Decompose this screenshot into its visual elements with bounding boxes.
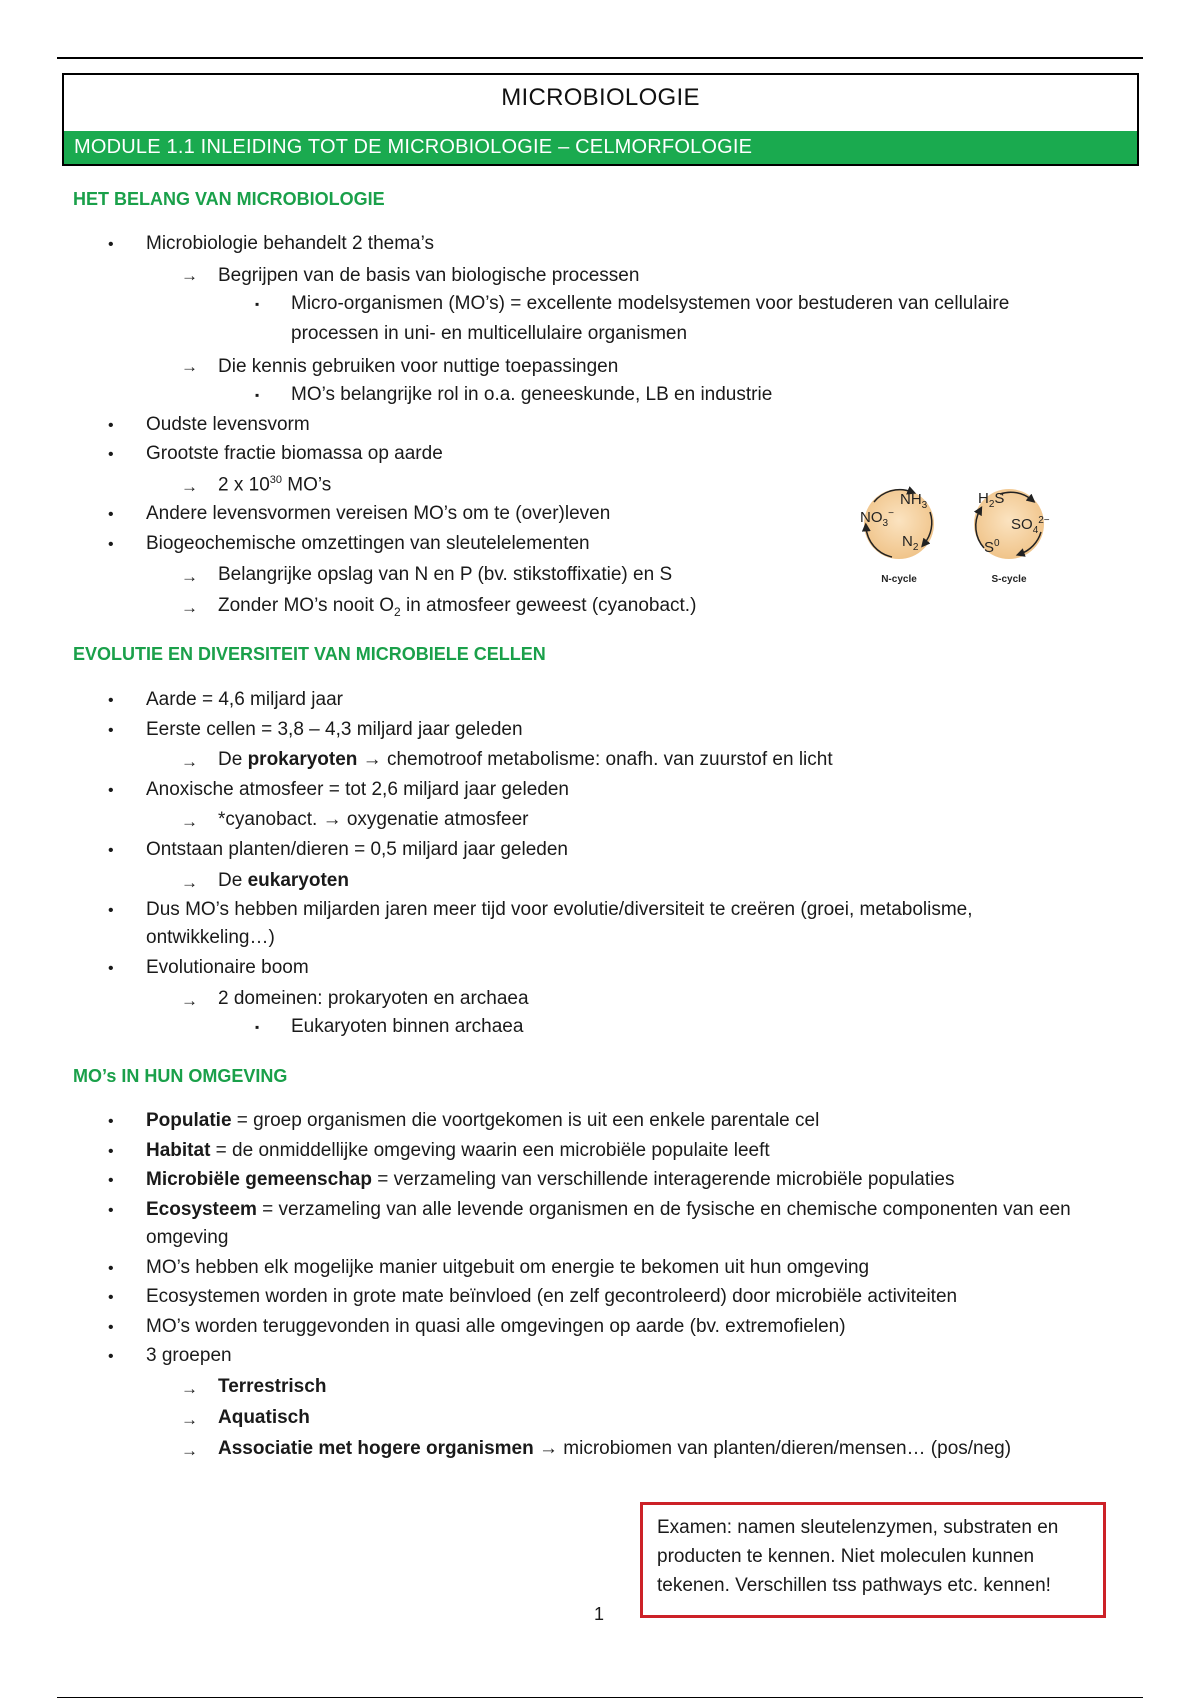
svg-text:NH3: $NH_3$	[900, 491, 928, 511]
list-item: Ecosysteem = verzameling van alle levende organismen en de fysische en chemische componenten van een	[146, 1199, 1071, 1220]
bullet: •	[108, 446, 114, 463]
arrow-icon: →	[181, 1441, 198, 1460]
svg-text:NO3−: $NO_3^-$	[860, 508, 894, 529]
bullet: •	[108, 692, 114, 709]
exam-note-line: tekenen. Verschillen tss pathways etc. kennen!	[657, 1575, 1051, 1596]
bullet: •	[108, 236, 114, 253]
svg-text:N2: $N_2$	[902, 533, 919, 553]
arrow-icon: →	[181, 567, 198, 586]
arrow-icon: →	[181, 598, 198, 617]
list-item: Habitat = de onmiddellijke omgeving waarin een microbiële populaite leeft	[146, 1140, 770, 1161]
list-item: Populatie = groep organismen die voortgekomen is uit een enkele parentale cel	[146, 1110, 820, 1131]
list-item: Belangrijke opslag van N en P (bv. stikstoffixatie) en S	[218, 564, 673, 585]
list-item: Oudste levensvorm	[146, 414, 310, 435]
bullet: •	[108, 506, 114, 523]
list-item: Andere levensvormen vereisen MO’s om te (over)leven	[146, 503, 611, 524]
bullet: •	[108, 536, 114, 553]
list-item: Anoxische atmosfeer = tot 2,6 miljard jaar geleden	[146, 779, 569, 800]
list-item: *cyanobact. → oxygenatie atmosfeer	[218, 809, 529, 830]
list-item: Evolutionaire boom	[146, 957, 309, 978]
list-item: Aquatisch	[218, 1407, 310, 1428]
list-item: Micro-organismen (MO’s) = excellente modelsystemen voor bestuderen van cellulaire	[291, 293, 1010, 314]
arrow-icon: →	[181, 812, 198, 831]
section-heading-evolutie: EVOLUTIE EN DIVERSITEIT VAN MICROBIELE CELLEN	[73, 644, 546, 664]
bullet: •	[108, 782, 114, 799]
list-item-continuation: ontwikkeling…)	[146, 927, 275, 948]
list-item: Die kennis gebruiken voor nuttige toepassingen	[218, 356, 619, 377]
list-item: 2 x $10^{30}$ MO’s	[218, 474, 332, 496]
n-cycle-icon	[860, 489, 934, 585]
list-item: Ontstaan planten/dieren = 0,5 miljard jaar geleden	[146, 839, 568, 860]
list-item: 3 groepen	[146, 1345, 232, 1366]
square-bullet: ▪	[255, 1020, 260, 1034]
bullet: •	[108, 1172, 114, 1189]
svg-text:H2S: $H_2S$	[978, 490, 1005, 510]
svg-text:SO42−: $SO_4^{2-}$	[1011, 515, 1050, 536]
bullet: •	[108, 1202, 114, 1219]
list-item: Aarde = 4,6 miljard jaar	[146, 689, 343, 710]
list-item: Dus MO’s hebben miljarden jaren meer tijd voor evolutie/diversiteit te creëren (groei, metabolisme,	[146, 899, 973, 920]
list-item: MO’s worden teruggevonden in quasi alle omgevingen op aarde (bv. extremofielen)	[146, 1316, 846, 1337]
svg-text:S0: $S^0$	[984, 538, 1000, 556]
square-bullet: ▪	[255, 388, 260, 402]
list-item: Ecosystemen worden in grote mate beïnvloed (en zelf gecontroleerd) door microbiële activiteiten	[146, 1286, 958, 1307]
list-item: Eukaryoten binnen archaea	[291, 1016, 524, 1037]
bullet: •	[108, 722, 114, 739]
arrow-icon: →	[181, 1410, 198, 1429]
list-item: De prokaryoten → chemotroof metabolisme: onafh. van zuurstof en licht	[218, 749, 833, 770]
arrow-icon: →	[181, 752, 198, 771]
list-item: Grootste fractie biomassa op aarde	[146, 443, 443, 464]
bullet: •	[108, 902, 114, 919]
svg-text:S-cycle: S-cycle	[991, 574, 1027, 585]
bullet: •	[108, 1319, 114, 1336]
list-item-continuation: processen in uni- en multicellulaire organismen	[291, 323, 688, 344]
bullet: •	[108, 1143, 114, 1160]
list-item: Biogeochemische omzettingen van sleutelelementen	[146, 533, 590, 554]
list-item: MO’s hebben elk mogelijke manier uitgebuit om energie te bekomen uit hun omgeving	[146, 1257, 870, 1278]
bullet: •	[108, 1289, 114, 1306]
section-heading-belang: HET BELANG VAN MICROBIOLOGIE	[73, 189, 385, 209]
arrow-icon: →	[181, 357, 198, 376]
bullet: •	[108, 1260, 114, 1277]
square-bullet: ▪	[255, 297, 260, 311]
top-rule	[57, 57, 1143, 59]
list-item: Zonder MO’s nooit $O_2$ in atmosfeer geweest (cyanobact.)	[218, 595, 697, 619]
exam-note-box	[640, 1502, 1106, 1618]
module-bar: MODULE 1.1 INLEIDING TOT DE MICROBIOLOGIE – CELMORFOLOGIE	[64, 131, 1137, 164]
list-item: MO’s belangrijke rol in o.a. geneeskunde, LB en industrie	[291, 384, 773, 405]
arrow-icon: →	[181, 1379, 198, 1398]
bullet: •	[108, 1113, 114, 1130]
exam-note-line: Examen: namen sleutelenzymen, substraten en	[657, 1517, 1059, 1538]
section-heading-omgeving: MO’s IN HUN OMGEVING	[73, 1066, 288, 1086]
arrow-icon: →	[181, 873, 198, 892]
arrow-icon: →	[181, 266, 198, 285]
list-item: Associatie met hogere organismen → microbiomen van planten/dieren/mensen… (pos/neg)	[218, 1438, 1012, 1459]
title-box	[62, 73, 1139, 166]
list-item: Microbiologie behandelt 2 thema’s	[146, 233, 434, 254]
list-item-continuation: omgeving	[146, 1227, 229, 1248]
bullet: •	[108, 960, 114, 977]
bottom-rule	[57, 1697, 1143, 1698]
bullet: •	[108, 842, 114, 859]
list-item: Terrestrisch	[218, 1376, 327, 1397]
bullet: •	[108, 1348, 114, 1365]
list-item: Microbiële gemeenschap = verzameling van verschillende interagerende microbiële populaties	[146, 1169, 955, 1190]
list-item: Begrijpen van de basis van biologische processen	[218, 265, 640, 286]
list-item: De eukaryoten	[218, 870, 349, 891]
arrow-icon: →	[181, 991, 198, 1010]
exam-note-line: producten te kennen. Niet moleculen kunnen	[657, 1546, 1035, 1567]
list-item: Eerste cellen = 3,8 – 4,3 miljard jaar geleden	[146, 719, 523, 740]
arrow-icon: →	[181, 477, 198, 496]
page-number: 1	[594, 1604, 605, 1624]
document-title: MICROBIOLOGIE	[501, 84, 700, 111]
s-cycle-icon	[974, 489, 1050, 585]
list-item: 2 domeinen: prokaryoten en archaea	[218, 988, 529, 1009]
nutrient-cycles-figure	[852, 482, 1072, 590]
bullet: •	[108, 417, 114, 434]
svg-text:N-cycle: N-cycle	[881, 574, 917, 585]
